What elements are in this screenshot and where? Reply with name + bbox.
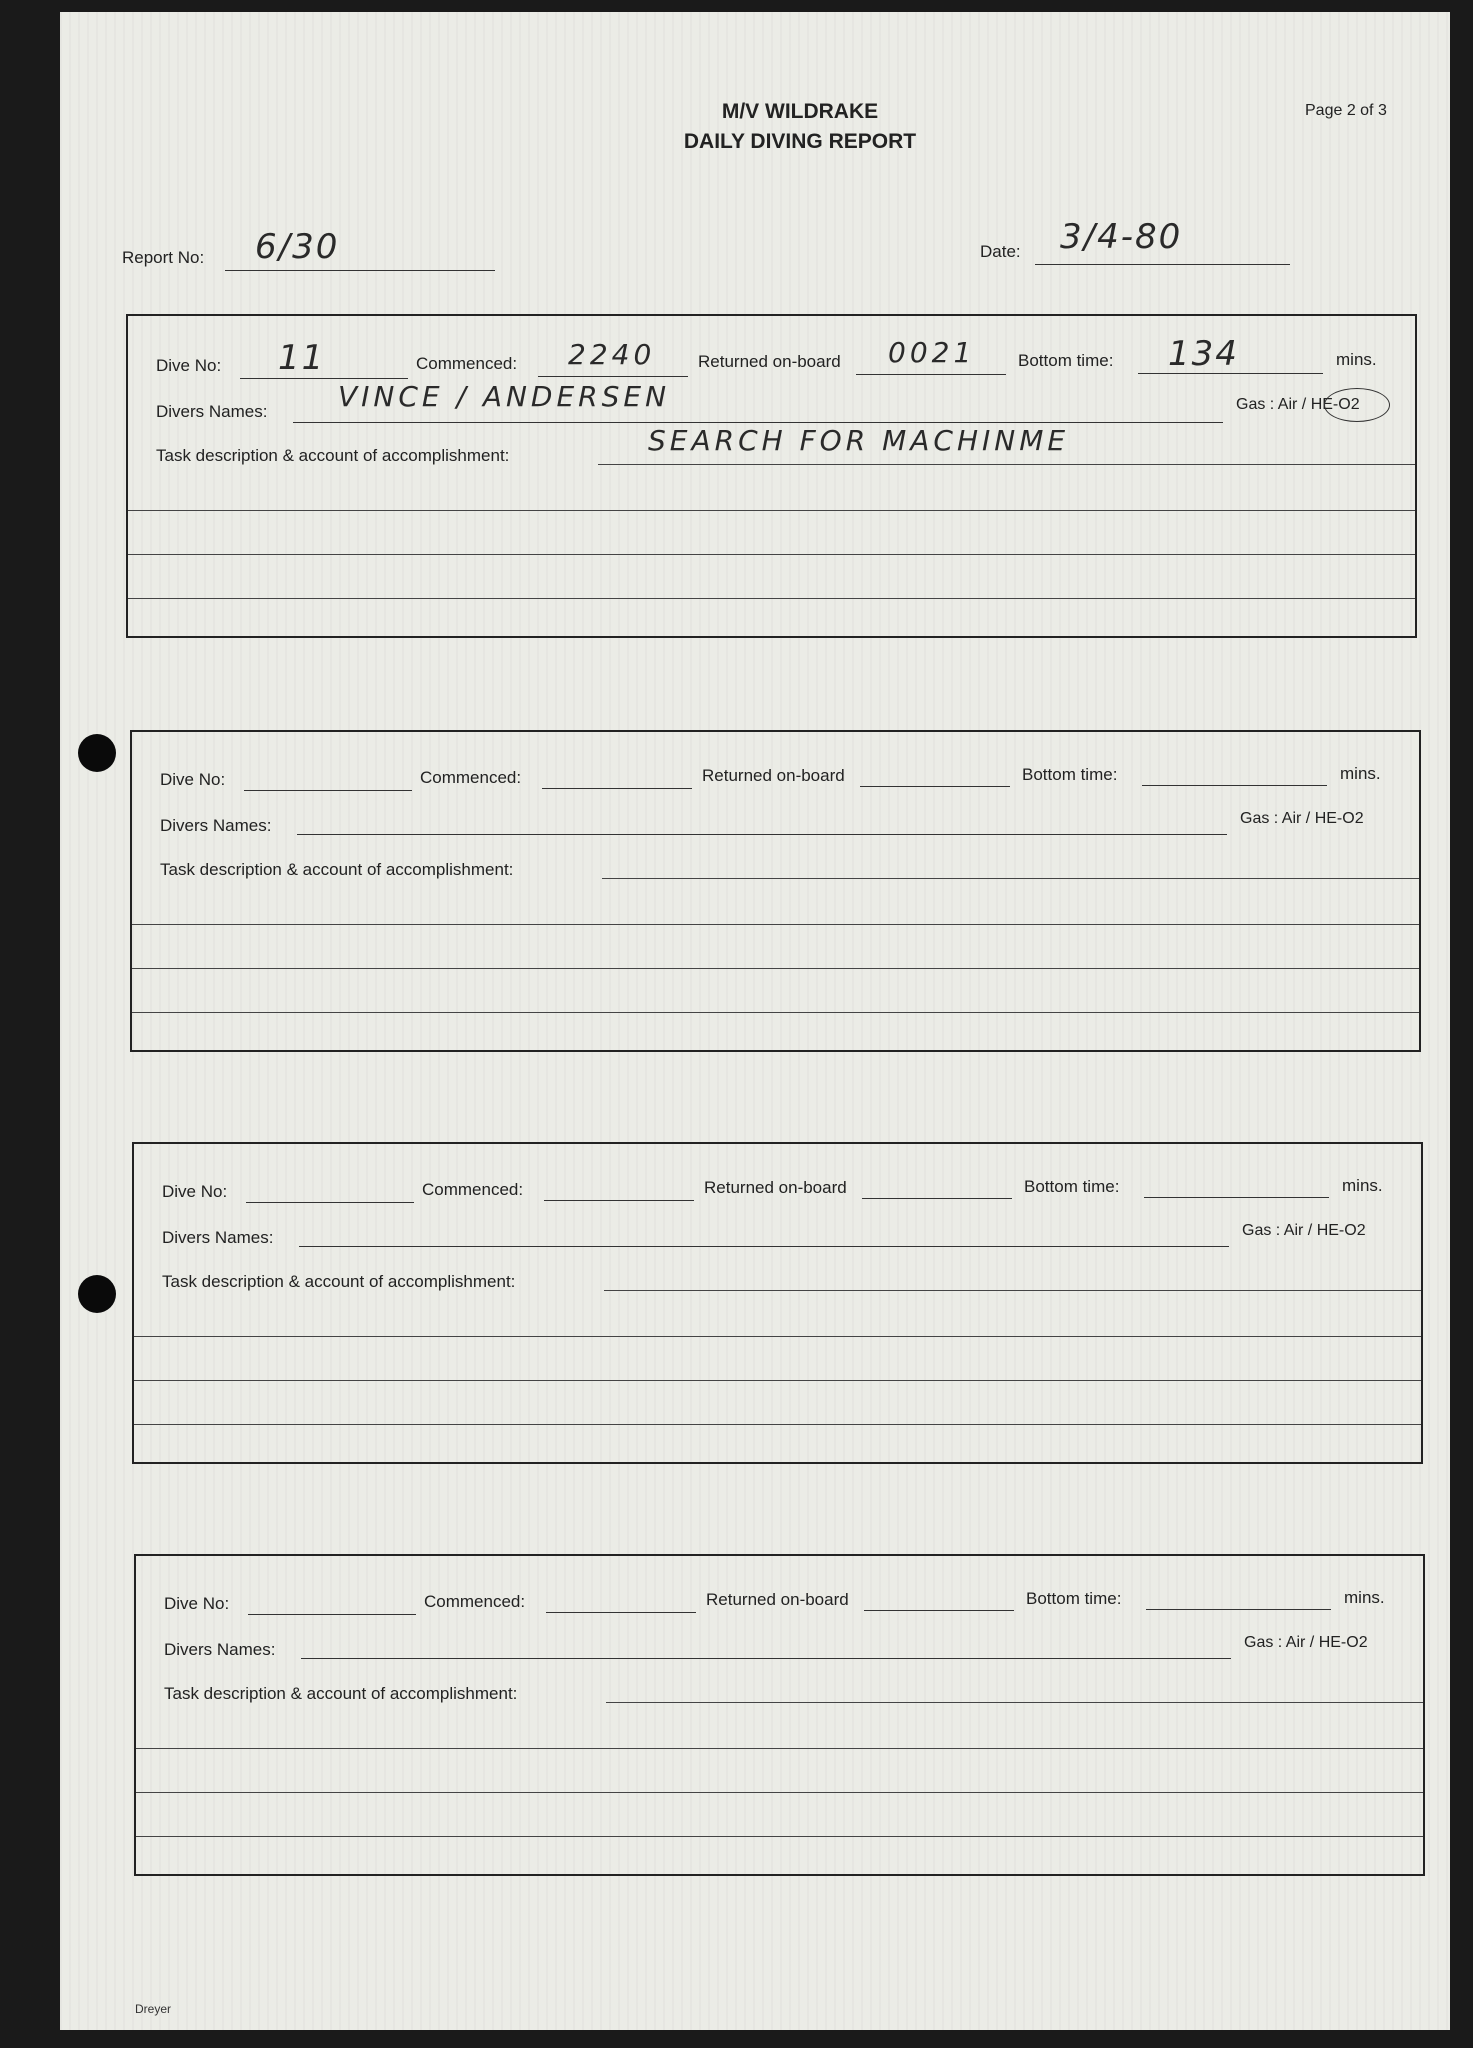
bottom-time-label: Bottom time: [1026, 1589, 1122, 1608]
gas-label: Gas : Air / HE-O2 [1240, 810, 1364, 827]
commenced-label: Commenced: [422, 1180, 524, 1199]
divers-names-label: Divers Names: [162, 1228, 274, 1247]
bottom-time-value: 134 [1168, 334, 1239, 374]
returned-label: Returned on-board [706, 1590, 849, 1609]
document-page [60, 12, 1450, 2030]
divers-names-label: Divers Names: [156, 402, 268, 421]
dive-no-label: Dive No: [156, 356, 222, 375]
vessel-title: M/V WILDRAKE [721, 100, 879, 123]
bottom-time-label: Bottom time: [1018, 351, 1114, 370]
task-description-label: Task description & account of accomplishment: [160, 860, 514, 879]
commenced-label: Commenced: [424, 1592, 526, 1611]
page-number: Page 2 of 3 [1305, 102, 1387, 119]
gas-selection-circle [1324, 388, 1390, 422]
dive-no-label: Dive No: [160, 770, 226, 789]
date-label: Date: [980, 242, 1021, 261]
dive-no-value: 11 [278, 338, 326, 378]
dive-entry-4 [134, 1554, 1425, 1876]
gas-label: Gas : Air / HE-O2 [1244, 1634, 1368, 1651]
task-description-value: SEARCH FOR MACHINME [648, 424, 1070, 457]
mins-label: mins. [1336, 350, 1377, 369]
task-description-label: Task description & account of accomplishment: [156, 446, 510, 465]
report-no-line [225, 270, 495, 271]
date-value: 3/4-80 [1060, 217, 1183, 257]
task-description-label: Task description & account of accomplishment: [164, 1684, 518, 1703]
gas-label: Gas : Air / HE-O2 [1236, 396, 1360, 413]
dive-entry-2 [130, 730, 1421, 1052]
gas-label: Gas : Air / HE-O2 [1242, 1222, 1366, 1239]
commenced-label: Commenced: [420, 768, 522, 787]
returned-label: Returned on-board [698, 352, 841, 371]
report-title: DAILY DIVING REPORT [683, 130, 917, 153]
punch-hole-upper [78, 734, 116, 772]
mins-label: mins. [1342, 1176, 1383, 1195]
report-no-label: Report No: [122, 248, 205, 267]
dive-entry-1 [126, 314, 1417, 638]
returned-label: Returned on-board [704, 1178, 847, 1197]
divers-names-label: Divers Names: [160, 816, 272, 835]
commenced-label: Commenced: [416, 354, 518, 373]
mins-label: mins. [1344, 1588, 1385, 1607]
dive-no-label: Dive No: [164, 1594, 230, 1613]
printer-footer: Dreyer [135, 2002, 172, 2016]
dive-entry-3 [132, 1142, 1423, 1464]
punch-hole-lower [78, 1275, 116, 1313]
task-description-label: Task description & account of accomplishment: [162, 1272, 516, 1291]
date-line [1035, 264, 1290, 265]
returned-value: 0021 [888, 336, 976, 369]
divers-names-label: Divers Names: [164, 1640, 276, 1659]
divers-names-value: VINCE / ANDERSEN [338, 380, 671, 413]
bottom-time-label: Bottom time: [1022, 765, 1118, 784]
commenced-value: 2240 [568, 338, 656, 371]
report-no-value: 6/30 [255, 227, 340, 267]
dive-no-label: Dive No: [162, 1182, 228, 1201]
mins-label: mins. [1340, 764, 1381, 783]
bottom-time-label: Bottom time: [1024, 1177, 1120, 1196]
returned-label: Returned on-board [702, 766, 845, 785]
